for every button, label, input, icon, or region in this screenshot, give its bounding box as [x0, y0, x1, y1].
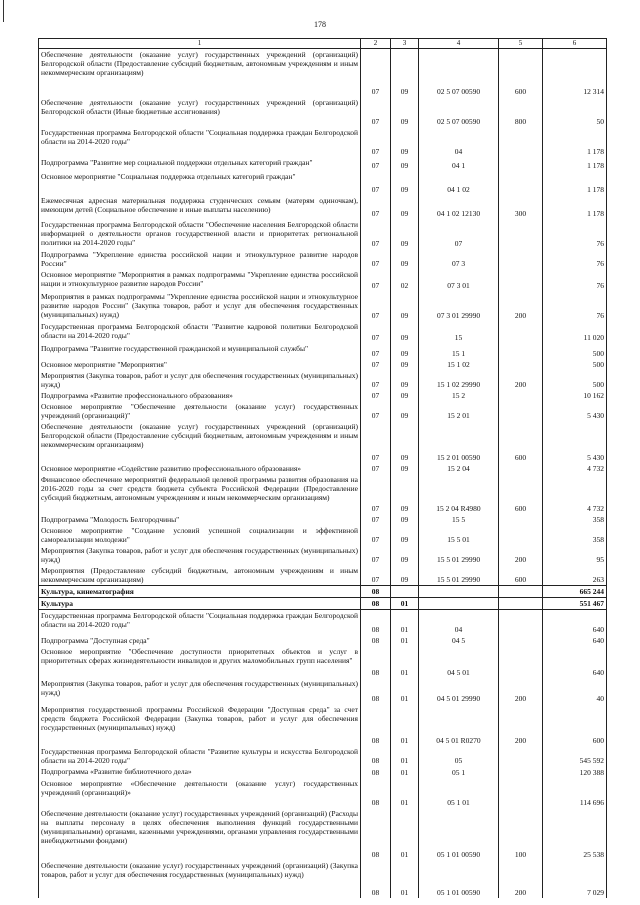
row-target-article: 15 2 04: [419, 463, 499, 474]
row-name: Обеспечение деятельности (оказание услуг) государственных учреждений (организаций) Белгородской области (Предоставление субсидий бюджетным, автономным учреждениям и иным некоммерческим организациям): [39, 49, 361, 97]
row-amount: 551 467: [543, 597, 607, 609]
row-subsection: 09: [391, 219, 419, 249]
table-row: [39, 704, 607, 746]
row-name: Основное мероприятие "Обеспечение доступности приоритетных объектов и услуг в приоритетных сферах жизнедеятельности инвалидов и других маломобильных групп населения": [39, 646, 361, 678]
row-name: Культура, кинематография: [39, 585, 361, 597]
row-subsection: 09: [391, 401, 419, 421]
row-subsection: 09: [391, 463, 419, 474]
row-expense-type: [499, 525, 543, 545]
row-section: 07: [361, 370, 391, 390]
row-section: 08: [361, 678, 391, 704]
row-section: 07: [361, 474, 391, 514]
table-row: [39, 390, 607, 401]
row-amount: 358: [543, 514, 607, 525]
table-body: [39, 49, 607, 899]
table-row: [39, 321, 607, 343]
row-name: Обеспечение деятельности (оказание услуг) государственных учреждений (организаций) Белгородской области (Предоставление субсидий бюджетным, автономным учреждениям и иным некоммерческим организациям): [39, 421, 361, 463]
row-section: 07: [361, 195, 391, 219]
header-section: 2: [361, 39, 391, 49]
row-amount: 25 538: [543, 808, 607, 860]
table-row: [39, 766, 607, 778]
row-name: Мероприятия (Закупка товаров, работ и услуг для обеспечения государственных (муниципальных) нужд): [39, 545, 361, 565]
table-row: [39, 127, 607, 157]
header-subsection: 3: [391, 39, 419, 49]
table-row: [39, 401, 607, 421]
row-expense-type: 300: [499, 195, 543, 219]
row-name: Подпрограмма "Молодость Белгородчины": [39, 514, 361, 525]
row-target-article: 05 1 01 00590: [419, 808, 499, 860]
header-target-article: 4: [419, 39, 499, 49]
row-name: Государственная программа Белгородской области "Социальная поддержка граждан Белгородской области на 2014-2020 годы": [39, 609, 361, 635]
header-expense-type: 5: [499, 39, 543, 49]
row-name: Мероприятия государственной программы Российской Федерации "Доступная среда" за счет средств бюджета Российской Федерации (Закупка товаров, работ и услуг для обеспечения государственных (муниципальных) нужд): [39, 704, 361, 746]
row-subsection: 02: [391, 269, 419, 291]
row-subsection: 01: [391, 808, 419, 860]
row-expense-type: 800: [499, 97, 543, 127]
row-name: Мероприятия (Закупка товаров, работ и услуг для обеспечения государственных (муниципальных) нужд): [39, 678, 361, 704]
row-section: 07: [361, 321, 391, 343]
row-target-article: 15 2: [419, 390, 499, 401]
row-subsection: 09: [391, 97, 419, 127]
row-subsection: 01: [391, 704, 419, 746]
table-row: [39, 97, 607, 127]
row-expense-type: 600: [499, 565, 543, 586]
row-expense-type: 600: [499, 421, 543, 463]
row-name: Основное мероприятие «Содействие развитию профессионального образования»: [39, 463, 361, 474]
row-section: 07: [361, 97, 391, 127]
row-subsection: 09: [391, 390, 419, 401]
table-row: [39, 421, 607, 463]
row-section: 07: [361, 545, 391, 565]
row-amount: 120 388: [543, 766, 607, 778]
row-subsection: 09: [391, 474, 419, 514]
row-name: Мероприятия в рамках подпрограммы "Укрепление единства российской нации и этнокультурное развитие народов России" (Закупка товаров, работ и услуг для обеспечения государственных (муниципальных) нужд): [39, 291, 361, 321]
row-subsection: 09: [391, 157, 419, 171]
table-row: [39, 157, 607, 171]
row-amount: 76: [543, 219, 607, 249]
table-row: [39, 474, 607, 514]
row-expense-type: [499, 463, 543, 474]
row-expense-type: [499, 157, 543, 171]
row-amount: 12 314: [543, 49, 607, 97]
row-amount: 500: [543, 370, 607, 390]
row-subsection: 09: [391, 321, 419, 343]
row-subsection: 09: [391, 291, 419, 321]
row-target-article: 15 2 04 R4980: [419, 474, 499, 514]
row-expense-type: [499, 343, 543, 359]
row-expense-type: [499, 646, 543, 678]
row-name: Государственная программа Белгородской области "Развитие кадровой политики Белгородской области на 2014-2020 годы": [39, 321, 361, 343]
row-section: 08: [361, 585, 391, 597]
row-subsection: 09: [391, 514, 419, 525]
row-section: 08: [361, 635, 391, 646]
row-subsection: 09: [391, 127, 419, 157]
row-name: Основное мероприятие "Создание условий успешной социализации и эффективной самореализации молодежи": [39, 525, 361, 545]
row-subsection: 09: [391, 249, 419, 269]
row-target-article: 15: [419, 321, 499, 343]
row-section: 07: [361, 401, 391, 421]
row-amount: 665 244: [543, 585, 607, 597]
table-row: [39, 359, 607, 370]
row-amount: 76: [543, 269, 607, 291]
row-target-article: 15 5 01 29990: [419, 565, 499, 586]
row-name: Культура: [39, 597, 361, 609]
row-target-article: 04 5: [419, 635, 499, 646]
table-header-row: [39, 39, 607, 49]
row-name: Основное мероприятие "Обеспечение деятельности (оказание услуг) государственных учреждений (организаций)": [39, 401, 361, 421]
row-target-article: 04 5 01 29990: [419, 678, 499, 704]
row-amount: 4 732: [543, 474, 607, 514]
row-target-article: 04 1 02 12130: [419, 195, 499, 219]
row-subsection: 01: [391, 860, 419, 898]
table-row: [39, 249, 607, 269]
row-name: Подпрограмма «Развитие библиотечного дела»: [39, 766, 361, 778]
row-section: 07: [361, 463, 391, 474]
row-expense-type: [499, 127, 543, 157]
row-section: 07: [361, 421, 391, 463]
row-target-article: 05 1 01: [419, 778, 499, 808]
row-name: Основное мероприятие "Мероприятия в рамках подпрограммы "Укрепление единства российской нации и этнокультурное развитие народов России": [39, 269, 361, 291]
page-number: 178: [314, 20, 326, 29]
row-name: Государственная программа Белгородской области "Социальная поддержка граждан Белгородской области на 2014-2020 годы": [39, 127, 361, 157]
row-section: 07: [361, 525, 391, 545]
row-amount: 114 696: [543, 778, 607, 808]
row-target-article: 04: [419, 127, 499, 157]
row-section: 08: [361, 609, 391, 635]
row-expense-type: [499, 766, 543, 778]
row-amount: 500: [543, 359, 607, 370]
row-amount: 358: [543, 525, 607, 545]
row-section: 08: [361, 597, 391, 609]
row-name: Подпрограмма «Развитие профессионального образования»: [39, 390, 361, 401]
row-target-article: 15 1: [419, 343, 499, 359]
row-amount: 600: [543, 704, 607, 746]
table-row: [39, 219, 607, 249]
budget-table-container: [38, 38, 604, 898]
row-expense-type: 100: [499, 808, 543, 860]
row-amount: 4 732: [543, 463, 607, 474]
row-name: Государственная программа Белгородской области "Развитие культуры и искусства Белгородской области на 2014-2020 годы": [39, 746, 361, 766]
row-name: Обеспечение деятельности (оказание услуг) государственных учреждений (организаций) (Закупка товаров, работ и услуг для обеспечения государственных (муниципальных) нужд): [39, 860, 361, 898]
row-expense-type: 200: [499, 704, 543, 746]
row-subsection: 01: [391, 766, 419, 778]
table-row: [39, 678, 607, 704]
row-target-article: 07 3 01 29990: [419, 291, 499, 321]
row-section: 07: [361, 49, 391, 97]
row-name: Подпрограмма "Развитие мер социальной поддержки отдельных категорий граждан": [39, 157, 361, 171]
row-target-article: 07 3: [419, 249, 499, 269]
row-amount: 1 178: [543, 157, 607, 171]
row-amount: 640: [543, 609, 607, 635]
row-expense-type: 200: [499, 860, 543, 898]
row-subsection: 09: [391, 545, 419, 565]
row-subsection: 01: [391, 746, 419, 766]
table-row: [39, 195, 607, 219]
row-section: 07: [361, 171, 391, 195]
row-section: 08: [361, 766, 391, 778]
row-target-article: 02 5 07 00590: [419, 49, 499, 97]
row-amount: 95: [543, 545, 607, 565]
row-amount: 5 430: [543, 421, 607, 463]
row-subsection: 01: [391, 609, 419, 635]
row-name: Основное мероприятие "Социальная поддержка отдельных категорий граждан": [39, 171, 361, 195]
row-target-article: 07: [419, 219, 499, 249]
row-target-article: 05: [419, 746, 499, 766]
row-target-article: 07 3 01: [419, 269, 499, 291]
row-section: 07: [361, 157, 391, 171]
table-row: [39, 778, 607, 808]
row-expense-type: [499, 585, 543, 597]
table-row: [39, 545, 607, 565]
row-amount: 50: [543, 97, 607, 127]
row-amount: 76: [543, 249, 607, 269]
row-expense-type: [499, 390, 543, 401]
table-row: [39, 343, 607, 359]
row-name: Ежемесячная адресная материальная поддержка студенческих семьям (матерям одиночкам), имеющим детей (Социальное обеспечение и иные выплаты населению): [39, 195, 361, 219]
row-amount: 545 592: [543, 746, 607, 766]
row-section: 07: [361, 343, 391, 359]
row-section: 07: [361, 127, 391, 157]
table-row: [39, 291, 607, 321]
row-amount: 76: [543, 291, 607, 321]
row-subsection: 01: [391, 635, 419, 646]
row-section: 08: [361, 808, 391, 860]
row-amount: 1 178: [543, 195, 607, 219]
row-subsection: 09: [391, 171, 419, 195]
row-target-article: [419, 597, 499, 609]
row-expense-type: [499, 249, 543, 269]
row-target-article: 04 1 02: [419, 171, 499, 195]
budget-table: [38, 38, 607, 898]
row-expense-type: [499, 609, 543, 635]
row-target-article: 15 1 02 29990: [419, 370, 499, 390]
row-name: Обеспечение деятельности (оказание услуг) государственных учреждений (организаций) Белгородской области (Иные бюджетные ассигнования): [39, 97, 361, 127]
row-amount: 500: [543, 343, 607, 359]
row-subsection: 09: [391, 359, 419, 370]
row-section: 08: [361, 860, 391, 898]
row-name: Подпрограмма "Развитие государственной гражданской и муниципальной службы": [39, 343, 361, 359]
row-subsection: 01: [391, 597, 419, 609]
row-amount: 640: [543, 635, 607, 646]
table-row: [39, 269, 607, 291]
table-row: [39, 370, 607, 390]
row-subsection: 01: [391, 778, 419, 808]
row-name: Обеспечение деятельности (оказание услуг) государственных учреждений (организаций) (Расходы на выплаты персоналу в целях обеспечения выполнения функций государственными (муниципальными) органами, казенными учреждениями, органами управления государственными внебюджетными фондами): [39, 808, 361, 860]
row-section: 08: [361, 778, 391, 808]
table-row: [39, 585, 607, 597]
row-target-article: 04 5 01 R0270: [419, 704, 499, 746]
row-target-article: [419, 585, 499, 597]
row-section: 07: [361, 249, 391, 269]
row-expense-type: 200: [499, 291, 543, 321]
row-section: 07: [361, 291, 391, 321]
row-subsection: 09: [391, 421, 419, 463]
row-amount: 5 430: [543, 401, 607, 421]
row-target-article: 04 1: [419, 157, 499, 171]
row-section: 08: [361, 646, 391, 678]
row-amount: 640: [543, 646, 607, 678]
row-section: 08: [361, 746, 391, 766]
row-section: 07: [361, 390, 391, 401]
row-section: 07: [361, 269, 391, 291]
table-row: [39, 746, 607, 766]
row-expense-type: [499, 219, 543, 249]
row-expense-type: [499, 321, 543, 343]
table-row: [39, 525, 607, 545]
table-row: [39, 463, 607, 474]
table-row: [39, 565, 607, 586]
row-name: Основное мероприятие "Мероприятия": [39, 359, 361, 370]
row-target-article: 15 5 01 29990: [419, 545, 499, 565]
row-expense-type: [499, 171, 543, 195]
row-expense-type: [499, 401, 543, 421]
row-name: Мероприятия (Предоставление субсидий бюджетным, автономным учреждениям и иным некоммерческим организациям): [39, 565, 361, 586]
header-amount: 6: [543, 39, 607, 49]
row-target-article: 04 5 01: [419, 646, 499, 678]
row-amount: 1 178: [543, 171, 607, 195]
table-row: [39, 609, 607, 635]
row-section: 08: [361, 704, 391, 746]
row-expense-type: 200: [499, 545, 543, 565]
row-expense-type: [499, 778, 543, 808]
row-target-article: 02 5 07 00590: [419, 97, 499, 127]
row-subsection: 09: [391, 525, 419, 545]
row-section: 07: [361, 359, 391, 370]
row-amount: 7 029: [543, 860, 607, 898]
table-row: [39, 808, 607, 860]
row-expense-type: [499, 359, 543, 370]
row-subsection: 01: [391, 678, 419, 704]
row-target-article: 05 1 01 00590: [419, 860, 499, 898]
row-subsection: 09: [391, 565, 419, 586]
row-amount: 10 162: [543, 390, 607, 401]
row-expense-type: [499, 635, 543, 646]
row-target-article: 04: [419, 609, 499, 635]
row-target-article: 05 1: [419, 766, 499, 778]
row-amount: 263: [543, 565, 607, 586]
row-expense-type: 600: [499, 49, 543, 97]
row-target-article: 15 2 01: [419, 401, 499, 421]
page-edge-mark: [3, 0, 4, 22]
row-expense-type: [499, 514, 543, 525]
row-subsection: 09: [391, 49, 419, 97]
row-subsection: [391, 585, 419, 597]
row-amount: 1 178: [543, 127, 607, 157]
table-row: [39, 635, 607, 646]
row-expense-type: 600: [499, 474, 543, 514]
row-name: Подпрограмма "Доступная среда": [39, 635, 361, 646]
row-subsection: 09: [391, 370, 419, 390]
row-subsection: 09: [391, 343, 419, 359]
row-target-article: 15 1 02: [419, 359, 499, 370]
table-row: [39, 597, 607, 609]
row-target-article: 15 5 01: [419, 525, 499, 545]
row-expense-type: 200: [499, 370, 543, 390]
row-name: Подпрограмма "Укрепление единства российской нации и этнокультурное развитие народов России": [39, 249, 361, 269]
row-name: Финансовое обеспечение мероприятий федеральной целевой программы развития образования на 2016-2020 годы за счет средств бюджета субъекта Российской Федерации (Предоставление субсидий бюджетным, автономным учреждениям и иным некоммерческим организациям): [39, 474, 361, 514]
table-row: [39, 860, 607, 898]
row-expense-type: [499, 597, 543, 609]
row-target-article: 15 5: [419, 514, 499, 525]
header-name: 1: [39, 39, 361, 49]
row-amount: 40: [543, 678, 607, 704]
row-name: Государственная программа Белгородской области "Обеспечение населения Белгородской области информацией о деятельности органов государственной власти и приоритетах региональной политики на 2014-2020 годы": [39, 219, 361, 249]
row-expense-type: 200: [499, 678, 543, 704]
row-expense-type: [499, 269, 543, 291]
row-target-article: 15 2 01 00590: [419, 421, 499, 463]
table-row: [39, 514, 607, 525]
row-subsection: 09: [391, 195, 419, 219]
row-section: 07: [361, 565, 391, 586]
row-expense-type: [499, 746, 543, 766]
row-section: 07: [361, 514, 391, 525]
table-row: [39, 49, 607, 97]
table-row: [39, 171, 607, 195]
row-amount: 11 020: [543, 321, 607, 343]
row-section: 07: [361, 219, 391, 249]
table-row: [39, 646, 607, 678]
row-name: Мероприятия (Закупка товаров, работ и услуг для обеспечения государственных (муниципальных) нужд): [39, 370, 361, 390]
row-subsection: 01: [391, 646, 419, 678]
row-name: Основное мероприятие «Обеспечение деятельности (оказание услуг) государственных учреждений (организаций)»: [39, 778, 361, 808]
